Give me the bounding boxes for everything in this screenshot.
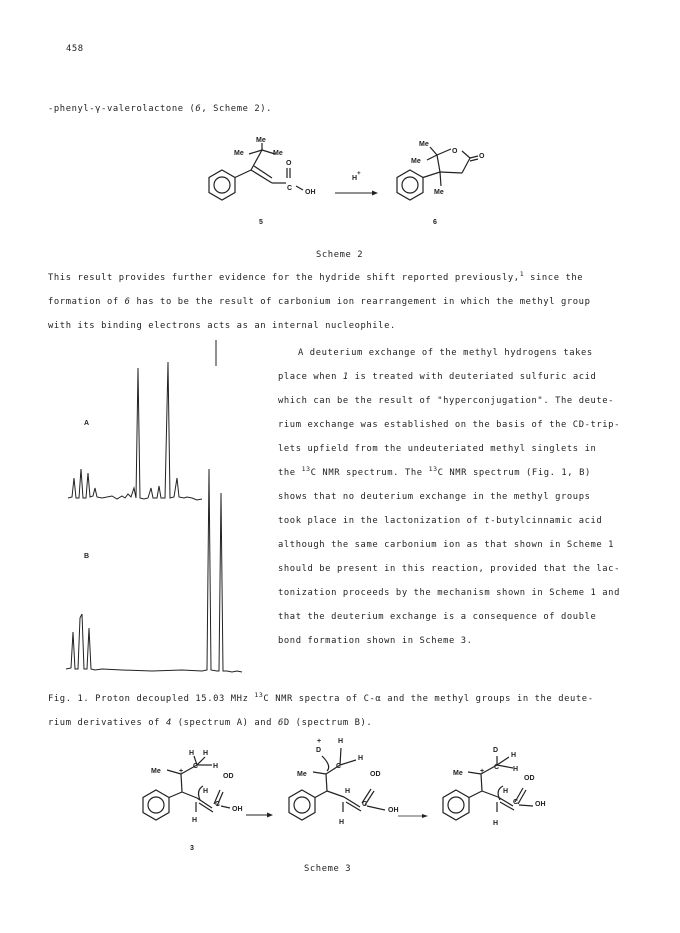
s3b-c: C: [336, 763, 342, 770]
s3a-label: 3: [190, 845, 194, 852]
s3a-plus: +: [179, 768, 184, 775]
s3b-h1: H: [338, 738, 344, 745]
spectrum-a-trace: [68, 362, 202, 500]
para2-line6-end: C NMR spectrum (Fig. 1, B): [437, 468, 591, 478]
s3c-c: C: [494, 764, 500, 771]
intro-text-after: , Scheme 2).: [201, 104, 273, 114]
s3b-me: Me: [297, 771, 307, 778]
s3c-c2: C: [513, 799, 519, 806]
figure-caption-line2: [48, 718, 372, 729]
fig-caption-l2-mid: (spectrum A) and: [171, 718, 278, 728]
para2-line12: that the deuterium exchange is a consequence of double: [278, 612, 597, 622]
label-oh-5: OH: [305, 189, 316, 196]
label-me-right-5: Me: [273, 150, 283, 157]
nmr-spectra-figure: [62, 338, 272, 683]
para1-line1: [48, 270, 584, 284]
s3b-h4: H: [339, 819, 345, 826]
para2-line13: bond formation shown in Scheme 3.: [278, 636, 473, 646]
intro-text-before: -phenyl-γ-valerolactone (: [48, 104, 196, 114]
s3b-plus: +: [317, 738, 322, 745]
label-o-5: O: [286, 160, 292, 167]
para2-line2: [278, 372, 596, 383]
s3b-od: OD: [370, 771, 381, 778]
label-me-bottom-6: Me: [434, 189, 444, 196]
para2-line1: A deuterium exchange of the methyl hydrogens takes: [298, 348, 593, 358]
fig-caption-end: C NMR spectra of C-α and the methyl groups in the deute-: [263, 694, 594, 704]
label-c-5: C: [287, 185, 293, 192]
compound-5-bonds: [235, 143, 303, 190]
label-o-ring-6: O: [452, 148, 458, 155]
s3a-me: Me: [151, 768, 161, 775]
label-me-top-5: Me: [256, 137, 266, 144]
label-h-plus: H+: [352, 171, 361, 182]
para1-footnote-ref: 1: [519, 270, 525, 278]
fig-caption-ref-4: 4: [165, 718, 172, 728]
label-me-left-5: Me: [234, 150, 244, 157]
s3a-c: C: [193, 763, 199, 770]
s3c-h1: H: [511, 752, 517, 759]
s3c-plus: +: [480, 768, 485, 775]
scheme-2-diagram: [0, 0, 680, 240]
para2-line2-start: place when: [278, 372, 343, 382]
s3c-oh: OH: [535, 801, 546, 808]
para1-line2: [48, 297, 590, 308]
para2-line8-start: took place in the lactonization of: [278, 516, 485, 526]
arrow-head-scheme2: [372, 191, 378, 196]
s3b-h2: H: [358, 755, 364, 762]
para1-line2-start: formation of: [48, 297, 125, 307]
benzene-ring-5: [209, 170, 235, 200]
s3c-h4: H: [493, 820, 499, 827]
label-compound-6: 6: [433, 219, 437, 226]
label-compound-5: 5: [259, 219, 263, 226]
para1-line2-end: has to be the result of carbonium ion rearrangement in which the methyl group: [130, 297, 591, 307]
para1-line1-text: This result provides further evidence for the hydride shift reported previously,: [48, 273, 520, 283]
label-o-carbonyl-6: O: [479, 153, 485, 160]
s3a-h3: H: [213, 763, 219, 770]
figure-caption-line1: [48, 691, 594, 705]
scheme3-structure-2: [289, 748, 385, 820]
s3a-c2: C: [215, 801, 221, 808]
intro-ref: 6: [195, 104, 202, 114]
s3c-h2: H: [513, 766, 519, 773]
para2-line8-end: -butylcinnamic acid: [490, 516, 603, 526]
s3a-od: OD: [223, 773, 234, 780]
para2-line6: [278, 465, 591, 479]
scheme3-arrow-2-head: [422, 814, 428, 818]
scheme3-arrow-1-head: [267, 813, 273, 818]
s3a-h2: H: [203, 750, 209, 757]
page-number: 458: [66, 44, 84, 54]
para1-line3: with its binding electrons acts as an internal nucleophile.: [48, 321, 396, 331]
s3c-h3: H: [503, 788, 509, 795]
fig-caption-isotope: 13: [254, 691, 264, 699]
para2-isotope-1: 13: [301, 465, 311, 473]
fig-caption-l2-start: rium derivatives of: [48, 718, 166, 728]
s3c-me: Me: [453, 770, 463, 777]
para2-line6-mid: C NMR spectrum. The: [310, 468, 429, 478]
s3b-c2: C: [362, 801, 368, 808]
fig-caption-start: Fig. 1. Proton decoupled 15.03 MHz: [48, 694, 255, 704]
para2-line4: rium exchange was established on the basis of the CD-trip-: [278, 420, 620, 430]
s3b-oh: OH: [388, 807, 399, 814]
para1-compound-ref: 6: [124, 297, 131, 307]
s3b-d: D: [316, 747, 322, 754]
scheme-3-caption: Scheme 3: [304, 864, 352, 874]
s3a-h4: H: [203, 788, 209, 795]
para2-line7: shows that no deuterium exchange in the methyl groups: [278, 492, 591, 502]
para2-isotope-2: 13: [428, 465, 438, 473]
spectrum-a-label: A: [84, 420, 90, 427]
s3a-h5: H: [192, 817, 198, 824]
s3a-h1: H: [189, 750, 195, 757]
para2-line3: which can be the result of "hyperconjugation". The deute-: [278, 396, 615, 406]
spectrum-b-trace: [66, 469, 242, 672]
para2-line10: should be present in this reaction, provided that the lac-: [278, 564, 620, 574]
scheme-2-caption: Scheme 2: [316, 250, 364, 260]
compound-6-bonds: [423, 147, 478, 186]
fig-caption-ref-6: 6: [277, 718, 284, 728]
scheme-3-diagram: [0, 730, 680, 870]
para2-line6-start: the: [278, 468, 302, 478]
s3b-h3: H: [345, 788, 351, 795]
para2-line9: although the same carbonium ion as that shown in Scheme 1: [278, 540, 615, 550]
para2-compound-ref: 1: [342, 372, 349, 382]
para2-line11: tonization proceeds by the mechanism shown in Scheme 1 and: [278, 588, 620, 598]
benzene-ring-6: [397, 170, 423, 200]
para2-tert-prefix: t: [484, 516, 491, 526]
label-me-top-6: Me: [419, 141, 429, 148]
s3a-oh: OH: [232, 806, 243, 813]
s3c-od: OD: [524, 775, 535, 782]
spectrum-b-label: B: [84, 553, 90, 560]
para1-line1-end: since the: [524, 273, 584, 283]
s3c-d: D: [493, 747, 499, 754]
para2-line8: [278, 516, 602, 527]
label-me-left-6: Me: [411, 158, 421, 165]
fig-caption-l2-end: D (spectrum B).: [283, 718, 373, 728]
scheme3-structure-3: [443, 756, 533, 820]
para2-line5: lets upfield from the undeuteriated methyl singlets in: [278, 444, 597, 454]
para2-line2-end: is treated with deuteriated sulfuric acid: [348, 372, 597, 382]
